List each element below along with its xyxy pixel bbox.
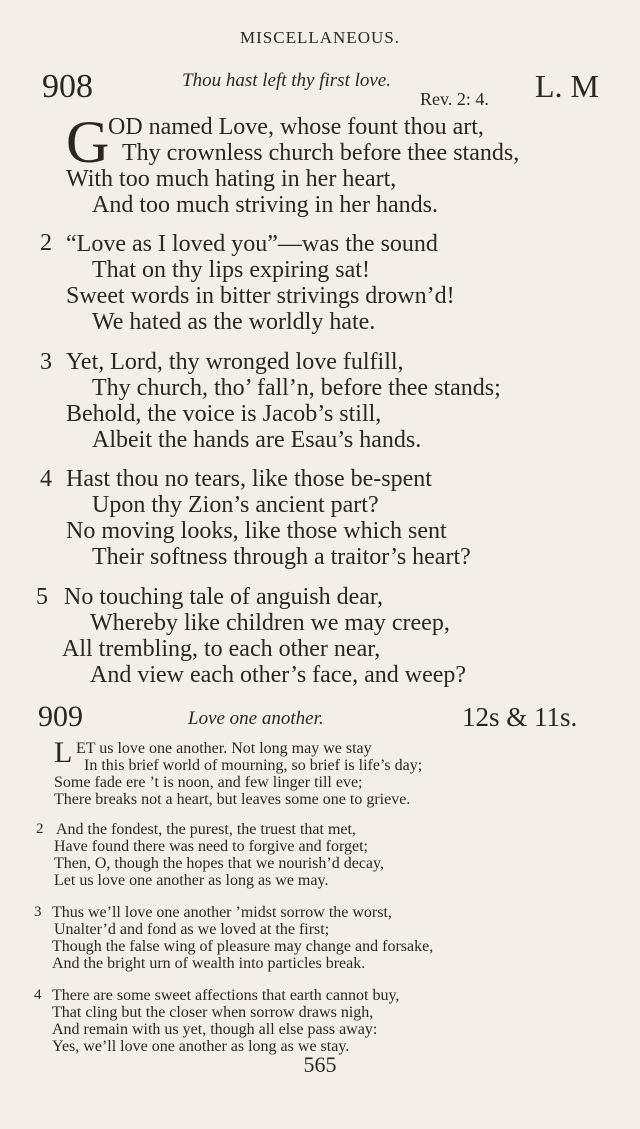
hymn-909-s4-line-3: And remain with us yet, though all else pass away: <box>52 1021 378 1038</box>
hymn-908-s4-line-2: Upon thy Zion’s ancient part? <box>92 492 379 518</box>
hymn-909-s3-line-1: Thus we’ll love one another ’midst sorrow the worst, <box>52 904 392 921</box>
hymn-908-verse-4-number: 4 <box>40 466 52 492</box>
hymn-909-s1-line-3: Some fade ere ’t is noon, and few linger till eve; <box>54 774 363 791</box>
hymn-908-verse-2-number: 2 <box>40 230 52 256</box>
hymn-908-s1-line-3: With too much hating in her heart, <box>66 166 397 192</box>
hymn-908-line-1: OD named Love, whose fount thou art, <box>108 114 484 140</box>
hymn-908-s3-line-1: Yet, Lord, thy wronged love fulfill, <box>66 349 404 375</box>
hymn-909-s2-line-1: And the fondest, the purest, the truest that met, <box>56 821 356 838</box>
hymn-908-verse-3-number: 3 <box>40 349 52 375</box>
hymn-909-s2-line-4: Let us love one another as long as we may. <box>54 872 329 889</box>
hymn-909-verse-2-number: 2 <box>36 821 44 837</box>
hymn-908-s5-line-4: And view each other’s face, and weep? <box>90 662 467 688</box>
hymn-908-s2-line-1: “Love as I loved you”—was the sound <box>66 231 438 257</box>
hymn-908-s3-line-2: Thy church, tho’ fall’n, before thee stands; <box>92 375 501 401</box>
hymn-909-s2-line-2: Have found there was need to forgive and forget; <box>54 838 368 855</box>
hymn-909-verse-3-number: 3 <box>34 904 42 920</box>
hymn-908-s2-line-3: Sweet words in bitter strivings drown’d! <box>66 283 455 309</box>
hymn-909-s1-line-4: There breaks not a heart, but leaves some one to grieve. <box>54 791 411 808</box>
running-head: MISCELLANEOUS. <box>240 28 400 47</box>
hymn-908-s2-line-2: That on thy lips expiring sat! <box>92 257 370 283</box>
hymn-909-s2-line-3: Then, O, though the hopes that we nourish’d decay, <box>54 855 384 872</box>
hymn-908-s3-line-4: Albeit the hands are Esau’s hands. <box>92 427 422 453</box>
hymn-908-reference: Rev. 2: 4. <box>420 89 489 109</box>
hymn-908-s4-line-3: No moving looks, like those which sent <box>66 518 447 544</box>
hymn-909-meter: 12s & 11s. <box>462 702 578 732</box>
hymn-909-verse-4-number: 4 <box>34 987 42 1003</box>
hymn-909-s4-line-2: That cling but the closer when sorrow draws nigh, <box>52 1004 374 1021</box>
page-number: 565 <box>303 1052 337 1077</box>
hymn-909-number: 909 <box>38 700 83 733</box>
hymn-909-s3-line-2: Unalter’d and fond as we loved at the first; <box>54 921 330 938</box>
hymn-908-s5-line-2: Whereby like children we may creep, <box>90 610 450 636</box>
hymn-908-s4-line-4: Their softness through a traitor’s heart? <box>92 544 471 570</box>
hymn-908-dropcap: G <box>66 109 110 175</box>
hymn-908-s4-line-1: Hast thou no tears, like those be-spent <box>66 466 432 492</box>
hymn-909-title: Love one another. <box>188 708 324 729</box>
hymn-909-s4-line-1: There are some sweet affections that earth cannot buy, <box>52 987 400 1004</box>
hymn-909-line-1: ET us love one another. Not long may we stay <box>76 740 372 757</box>
hymn-908-meter: L. M <box>535 68 599 104</box>
hymn-908-s1-line-2: Thy crownless church before thee stands, <box>122 140 520 166</box>
hymn-908-s2-line-4: We hated as the worldly hate. <box>92 309 376 335</box>
hymn-908-number: 908 <box>42 68 93 105</box>
hymn-908-verse-5-number: 5 <box>36 584 48 610</box>
hymn-909-s4-line-4: Yes, we’ll love one another as long as we stay. <box>52 1038 350 1055</box>
hymn-909-s3-line-3: Though the false wing of pleasure may change and forsake, <box>52 938 434 955</box>
hymn-908-title: Thou hast left thy first love. <box>182 70 391 91</box>
hymn-909-s1-line-2: In this brief world of mourning, so brief is life’s day; <box>84 757 423 774</box>
hymn-909-dropcap: L <box>54 736 73 769</box>
hymn-908-s5-line-1: No touching tale of anguish dear, <box>64 584 383 610</box>
hymn-908-s3-line-3: Behold, the voice is Jacob’s still, <box>66 401 382 427</box>
hymn-908-s5-line-3: All trembling, to each other near, <box>62 636 381 662</box>
hymn-908-s1-line-4: And too much striving in her hands. <box>92 192 438 218</box>
hymn-909-s3-line-4: And the bright urn of wealth into particles break. <box>52 955 366 972</box>
